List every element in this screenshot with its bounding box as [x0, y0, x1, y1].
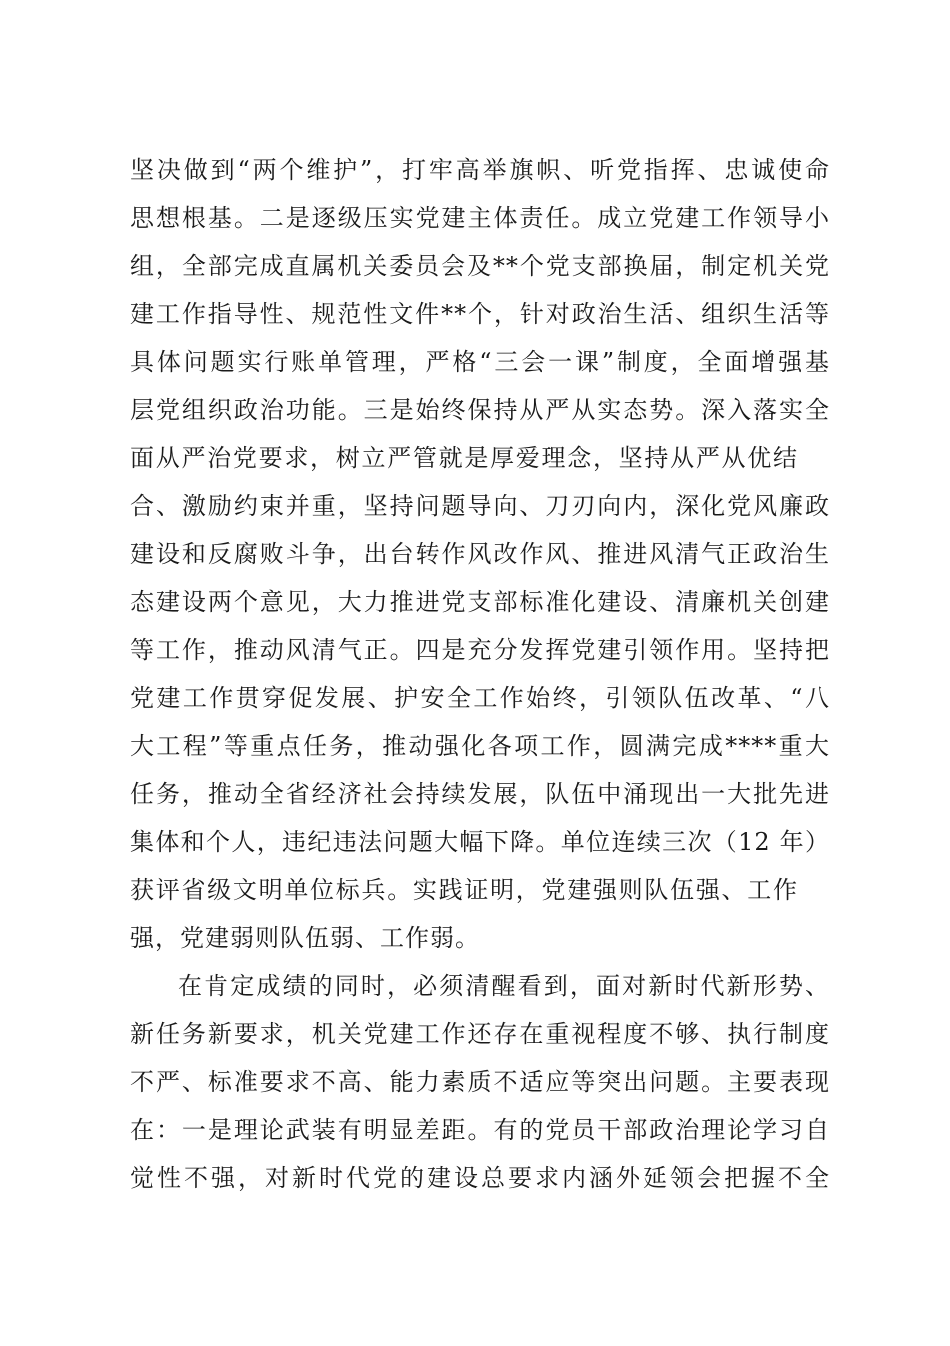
text-line: 大工程”等重点任务，推动强化各项工作，圆满完成****重大 — [130, 732, 830, 760]
text-line: 集体和个人，违纪违法问题大幅下降。单位连续三次（12 年） — [130, 828, 830, 856]
text-line: 建设和反腐败斗争，出台转作风改作风、推进风清气正政治生 — [130, 540, 830, 568]
text-line: 建工作指导性、规范性文件**个，针对政治生活、组织生活等 — [130, 300, 830, 328]
text-line: 坚决做到“两个维护”，打牢高举旗帜、听党指挥、忠诚使命 — [130, 156, 830, 184]
text-line: 不严、标准要求不高、能力素质不适应等突出问题。主要表现 — [130, 1068, 830, 1096]
text-line: 面从严治党要求，树立严管就是厚爱理念，坚持从严从优结 — [130, 444, 798, 472]
text-line: 在：一是理论武装有明显差距。有的党员干部政治理论学习自 — [130, 1116, 830, 1144]
text-line: 获评省级文明单位标兵。实践证明，党建强则队伍强、工作 — [130, 876, 798, 904]
text-line: 新任务新要求，机关党建工作还存在重视程度不够、执行制度 — [130, 1020, 830, 1048]
text-line: 组，全部完成直属机关委员会及**个党支部换届，制定机关党 — [130, 252, 830, 280]
text-line: 强，党建弱则队伍弱、工作弱。 — [130, 924, 480, 952]
text-line: 任务，推动全省经济社会持续发展，队伍中涌现出一大批先进 — [130, 780, 830, 808]
text-line: 等工作，推动风清气正。四是充分发挥党建引领作用。坚持把 — [130, 636, 830, 664]
text-line: 在肯定成绩的同时，必须清醒看到，面对新时代新形势、 — [178, 972, 830, 1000]
text-line: 合、激励约束并重，坚持问题导向、刀刃向内，深化党风廉政 — [130, 492, 830, 520]
text-line: 具体问题实行账单管理，严格“三会一课”制度，全面增强基 — [130, 348, 830, 376]
text-line: 觉性不强，对新时代党的建设总要求内涵外延领会把握不全 — [130, 1164, 830, 1192]
text-line: 思想根基。二是逐级压实党建主体责任。成立党建工作领导小 — [130, 204, 830, 232]
text-line: 层党组织政治功能。三是始终保持从严从实态势。深入落实全 — [130, 396, 830, 424]
text-line: 态建设两个意见，大力推进党支部标准化建设、清廉机关创建 — [130, 588, 830, 616]
text-line: 党建工作贯穿促发展、护安全工作始终，引领队伍改革、“八 — [130, 684, 830, 712]
